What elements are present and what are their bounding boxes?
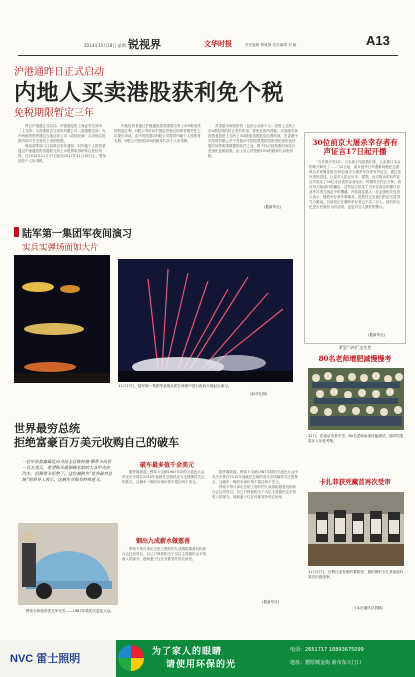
feature-photo-small [14,255,110,383]
editor-credits: 责任编辑 曹雅静 美术编辑 刘 畅 [245,43,297,47]
car-caption: 穆希卡和他的老式甲壳虫——1987年款的天蓝色大众。 [25,609,115,613]
car-photo [18,523,118,605]
rocket-launch-illustration [118,259,293,382]
issue-date: 2014年11月18日 星期二 [84,43,130,48]
feature-title: 陆军第一集团军夜间演习 [22,229,132,240]
story2-section1-title: 破车最多值千余美元 [140,462,195,469]
lead-subhead: 免税期限暂定三年 [14,108,94,119]
story2-paragraph: 据外媒报道，穆希卡这辆1987年款的天蓝色大众甲壳虫车曾在2010年他就任总统时成为全国媒体关注的焦点，这辆车一般的市场价格不超过两千美元。 [212,470,298,484]
lead-paragraph: 对香港市场投资者（包括企业和个人）投资上交所上市A股取得的转让差价所得，暂免征收所得税。对香港市场投资者投资上交所上市A股取得的股息红利所得，在香港中央结算有限公司不具备向中国结算提供投资者的身份及持股时间等明细数据的条件之前，暂不执行按持股时间实行差别化征税政策，由上市公司按照10%的税率代扣所得税。 [208,124,298,158]
sidebar-story-paragraph: “当年我只有5岁，日本鬼子闯进我们家，父亲被日本兵的刺刀刺死了……”12日起，南京侵华日军遇难同胞纪念馆联合多家媒体推出30位南京大屠杀幸存者有声证言，通过亲历者的讲述，让更多人铭记历史。据悉，此次推出的有声证言共收录了30位幸存者的亲身经历，每期时长约五分钟，将在每天晚间时段播出。这些证言讲述了日军在南京的暴行以及幸存者在战乱中的遭遇，内容真实感人。纪念馆相关负责人表示，随着幸存者年事渐高，抢救性记录他们的证言显得尤为紧迫。目前登记在册的幸存者已不足二百人，他们的记忆是历史最有力的证明，也是对后人最好的警示。 [309,160,401,209]
lead-body-col-3 [208,124,298,204]
story2-body-col-3 [212,470,298,598]
trial-caption: 11月17日，在利比亚首都的黎波里，被扣押的卡扎菲前政权高官出庭受审。 [308,570,404,579]
teachers-photo [308,368,404,430]
teachers-kicker: 紧急“寻找”走失者 [338,345,372,350]
teachers-caption: 12日，在南京市某中学，80名老师参加体能测试，测试结果将计入年度考核。 [308,434,404,443]
story2-subtitle: 拒绝富豪百万美元收购自己的破车 [14,436,179,449]
header-divider [18,55,398,56]
story2-paragraph: 穆希卡每月拿出总统工资的约九成捐给慈善机构和社会住房项目，自己只保留相当于乌拉圭普通民众平均收入的部分，他和妻子住在首都郊外的农场里。 [122,547,206,561]
story2-section1-body [122,470,206,530]
lead-paragraph: 内地投资者通过沪港通投资香港联交所上市H股取得的股息红利，H股公司应向中国证券登记结算有限责任公司提出申请，由中国结算向H股公司提供内地个人投资者名册，H股公司按照20%的税率代扣个人所得税。 [114,124,201,143]
courtroom-illustration [308,492,404,566]
lead-paragraph: 昨日沪港通正式启动。沪港通是指上海证券交易所（上交所）与香港联合交易所有限公司（香港联交所）允许两地投资者通过当地证券公司（或经纪商）买卖规定范围内的对方交易所上市的股票。 [18,124,106,143]
sidebar-story-byline: (据新华社) [368,333,386,337]
tracer-fire-small-illustration [14,255,110,383]
trial-byline: (本社通讯员供稿) [355,606,383,610]
story2-byline: (据新华社) [262,600,280,604]
lead-headline: 内地人买卖港股获利免个税 [14,80,285,106]
section-name: 锐视界 [128,38,161,51]
story2-paragraph: 据外媒报道，穆希卡这辆1987年款的天蓝色大众甲壳虫车曾在2010年他就任总统时成为全国媒体关注的焦点，这辆车一般的市场价格不超过两千美元。 [122,470,205,484]
newspaper-logo: 文华时报 [204,40,232,48]
story2-paragraph: 穆希卡每月拿出总统工资的约九成捐给慈善机构和社会住房项目，自己只保留相当于乌拉圭普通民众平均收入的部分，他和妻子住在首都郊外的农场里。 [212,485,296,499]
advertiser-logo: NVC 雷士照明 [10,653,81,665]
trial-title: 卡扎菲获死藏首再次受审 [319,478,391,486]
feature-caption: 11月17日，陆军第一集团军某炮兵团在演练中进行夜间火炮射击演习。 [118,384,232,388]
story2-section2-body [122,547,206,605]
trial-photo [308,492,404,566]
feature-photo-main [118,259,293,382]
feature-subtitle: 实兵实弹场面如大片 [22,243,99,253]
feature-marker [14,227,19,237]
ad-telephone: 电话：2651717 18893675099 [290,647,364,653]
crowd-illustration [308,368,404,430]
story2-section2-title: 钢出九成薪水做慈善 [136,538,191,545]
teachers-title: 80名老师增肥减慢慢考 [318,354,392,363]
lead-kicker: 沪港通昨日正式启动 [14,67,104,78]
ad-slogan-line-1: 为了家人的眼睛 [152,647,223,657]
lead-body-col-1 [18,124,108,209]
lead-body-col-2 [114,124,204,209]
lead-byline: (据新华社) [264,205,282,209]
ad-slogan-line-2: 请使用环保的光 [166,660,237,670]
ad-address: 地址：德厚城金街 新市东大门口 [290,660,362,666]
story2-quote: 一位中东富豪最近向乌拉圭总统何塞·穆希卡出价一百万美元，希望购买他那辆老款的大众甲壳虫汽车，但穆希卡拒绝了。这位被称为“世界最穷总统”的领导人表示，这辆车对他有特殊意义。 [22,459,113,482]
lead-paragraph: 财政部等部门日前联合发布通知，对内地个人投资者通过沪港通投资香港联交所上市股票取得的转让差价所得，自2014年11月17日起至2017年11月16日止，暂免征收个人所得税。 [18,144,107,163]
beetle-car-illustration [18,523,118,605]
sidebar-story-body [309,160,402,328]
feature-byline: (新华社图) [250,392,268,396]
page-number: A13 [366,33,390,48]
sidebar-story-title: 30位前京大屠杀幸存者有声证言17日起开播 [312,138,398,156]
story2-title: 世界最穷总统 [14,422,80,435]
ad-emblem-icon [118,645,144,671]
